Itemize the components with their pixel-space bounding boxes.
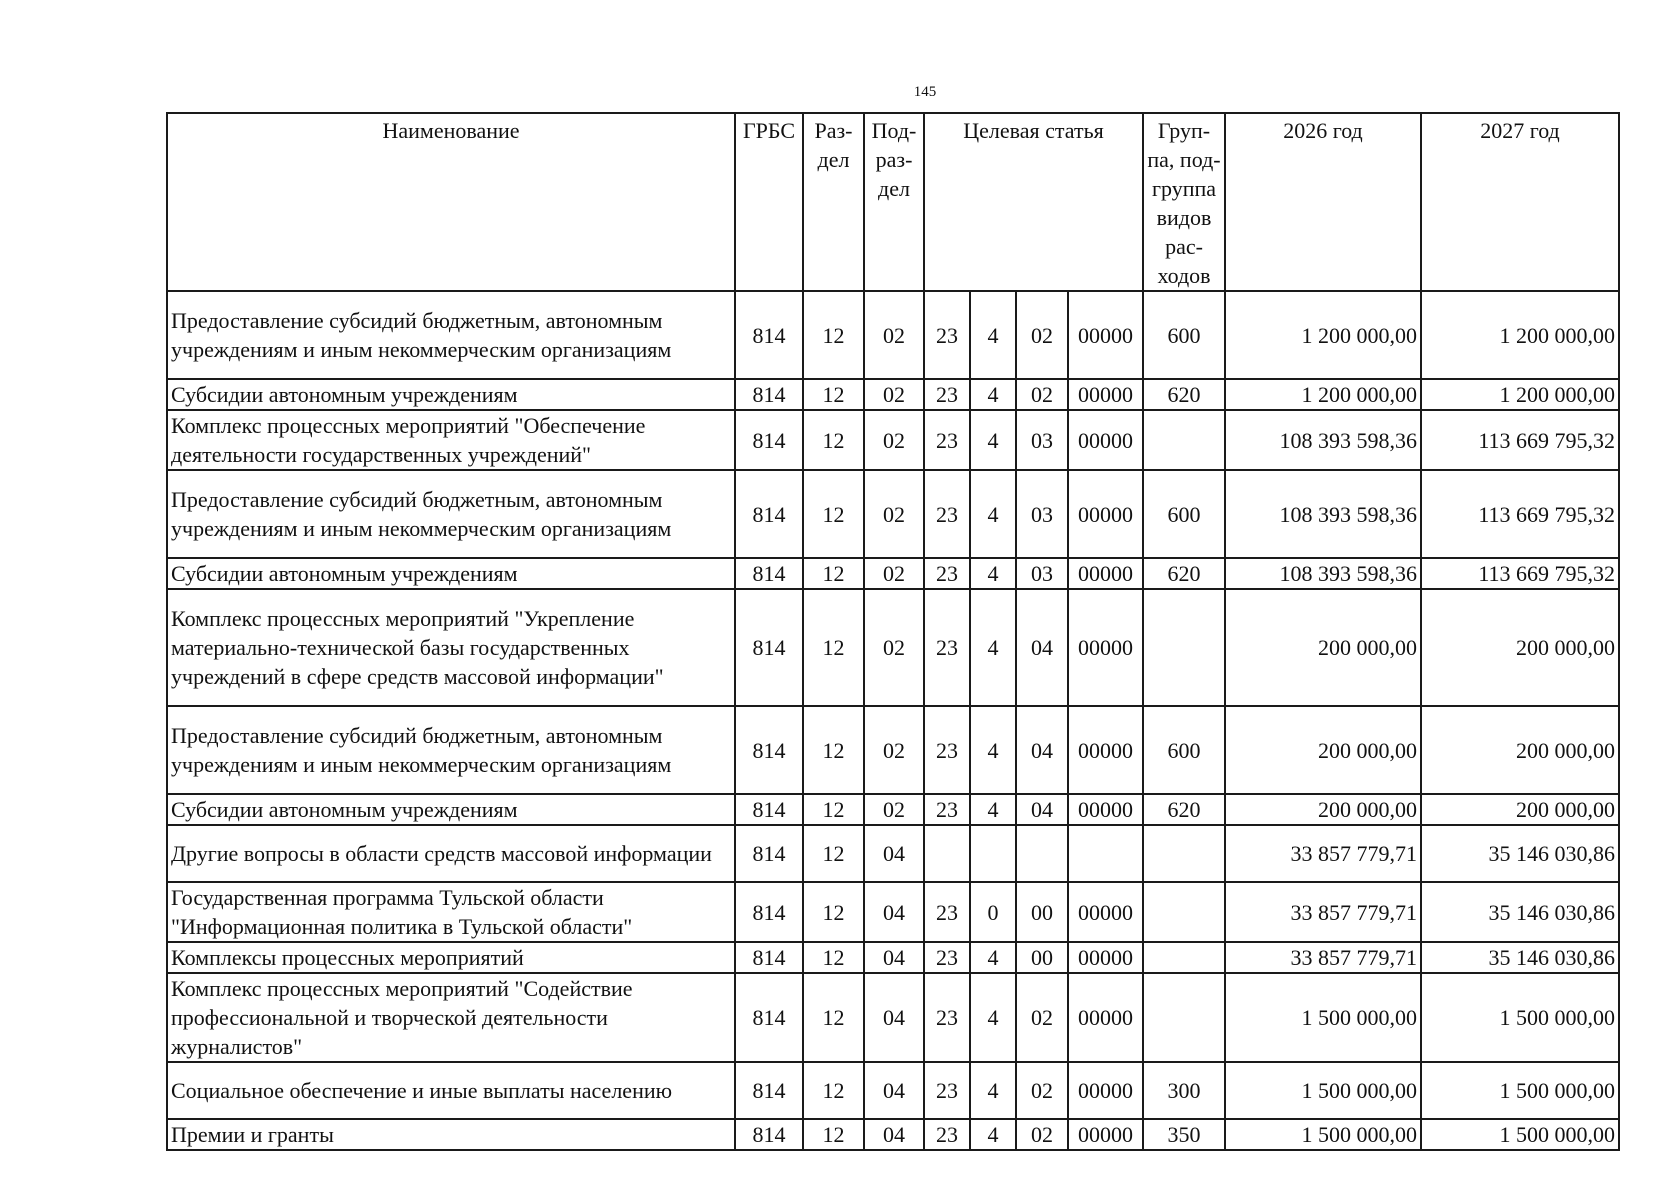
row-section: 12 (803, 706, 864, 794)
header-year-2027: 2027 год (1421, 113, 1619, 291)
row-name: Государственная программа Тульской области "Информационная политика в Тульской области" (167, 882, 735, 942)
budget-table (166, 112, 1620, 1151)
row-target-direction: 00000 (1068, 706, 1143, 794)
row-expense-group: 350 (1143, 1119, 1225, 1150)
row-subsection: 04 (864, 1119, 924, 1150)
row-target-type: 4 (970, 1062, 1016, 1119)
row-target-type: 4 (970, 794, 1016, 825)
table-row (167, 942, 1619, 973)
row-grbs: 814 (735, 942, 803, 973)
row-section: 12 (803, 973, 864, 1062)
row-name: Другие вопросы в области средств массовой информации (167, 825, 735, 882)
row-grbs: 814 (735, 1062, 803, 1119)
row-target-program: 23 (924, 706, 970, 794)
row-name: Комплекс процессных мероприятий "Содействие профессиональной и творческой деятельности журналистов" (167, 973, 735, 1062)
row-expense-group: 600 (1143, 470, 1225, 558)
table-row (167, 379, 1619, 410)
row-target-event: 04 (1016, 706, 1068, 794)
row-expense-group (1143, 882, 1225, 942)
row-section: 12 (803, 794, 864, 825)
row-section: 12 (803, 825, 864, 882)
row-expense-group: 620 (1143, 558, 1225, 589)
row-section: 12 (803, 589, 864, 706)
row-amount-2026: 200 000,00 (1225, 589, 1421, 706)
row-amount-2027: 1 200 000,00 (1421, 291, 1619, 379)
row-expense-group: 600 (1143, 291, 1225, 379)
row-grbs: 814 (735, 825, 803, 882)
table-row (167, 1119, 1619, 1150)
row-amount-2027: 35 146 030,86 (1421, 825, 1619, 882)
row-target-type: 4 (970, 942, 1016, 973)
row-amount-2026: 33 857 779,71 (1225, 825, 1421, 882)
header-year-2026: 2026 год (1225, 113, 1421, 291)
row-target-program: 23 (924, 882, 970, 942)
row-section: 12 (803, 558, 864, 589)
row-subsection: 02 (864, 410, 924, 470)
row-expense-group (1143, 942, 1225, 973)
row-amount-2026: 1 500 000,00 (1225, 1062, 1421, 1119)
row-amount-2027: 1 500 000,00 (1421, 1119, 1619, 1150)
row-target-type: 4 (970, 379, 1016, 410)
row-target-type: 4 (970, 973, 1016, 1062)
row-name: Предоставление субсидий бюджетным, автономным учреждениям и иным некоммерческим организациям (167, 470, 735, 558)
row-target-direction: 00000 (1068, 410, 1143, 470)
row-grbs: 814 (735, 379, 803, 410)
row-section: 12 (803, 291, 864, 379)
row-target-program: 23 (924, 558, 970, 589)
row-section: 12 (803, 1062, 864, 1119)
row-target-event: 02 (1016, 1119, 1068, 1150)
row-subsection: 04 (864, 825, 924, 882)
row-target-direction: 00000 (1068, 973, 1143, 1062)
page-number: 145 (913, 84, 937, 100)
row-amount-2027: 113 669 795,32 (1421, 470, 1619, 558)
row-subsection: 02 (864, 589, 924, 706)
table-row (167, 973, 1619, 1062)
row-amount-2027: 35 146 030,86 (1421, 942, 1619, 973)
row-target-type: 0 (970, 882, 1016, 942)
row-subsection: 02 (864, 794, 924, 825)
row-target-program: 23 (924, 589, 970, 706)
row-target-direction: 00000 (1068, 589, 1143, 706)
row-name: Комплексы процессных мероприятий (167, 942, 735, 973)
row-name: Социальное обеспечение и иные выплаты населению (167, 1062, 735, 1119)
table-body (167, 291, 1619, 1150)
row-target-program: 23 (924, 291, 970, 379)
row-expense-group: 620 (1143, 794, 1225, 825)
row-expense-group (1143, 410, 1225, 470)
row-subsection: 04 (864, 942, 924, 973)
row-section: 12 (803, 942, 864, 973)
row-name: Премии и гранты (167, 1119, 735, 1150)
row-name: Предоставление субсидий бюджетным, автономным учреждениям и иным некоммерческим организациям (167, 291, 735, 379)
table-row (167, 291, 1619, 379)
row-expense-group (1143, 825, 1225, 882)
row-target-event: 00 (1016, 942, 1068, 973)
row-target-direction: 00000 (1068, 942, 1143, 973)
row-amount-2026: 1 500 000,00 (1225, 973, 1421, 1062)
row-amount-2027: 1 500 000,00 (1421, 1062, 1619, 1119)
row-name: Комплекс процессных мероприятий "Укрепление материально-технической базы государственных учреждений в сфере средств массовой информации" (167, 589, 735, 706)
row-amount-2026: 33 857 779,71 (1225, 942, 1421, 973)
row-grbs: 814 (735, 291, 803, 379)
table-row (167, 410, 1619, 470)
row-subsection: 02 (864, 706, 924, 794)
row-expense-group (1143, 973, 1225, 1062)
row-grbs: 814 (735, 558, 803, 589)
table-row (167, 1062, 1619, 1119)
row-amount-2026: 1 200 000,00 (1225, 379, 1421, 410)
row-grbs: 814 (735, 882, 803, 942)
row-expense-group (1143, 589, 1225, 706)
row-grbs: 814 (735, 470, 803, 558)
row-section: 12 (803, 470, 864, 558)
row-grbs: 814 (735, 706, 803, 794)
row-target-direction: 00000 (1068, 1119, 1143, 1150)
row-target-program: 23 (924, 1119, 970, 1150)
row-target-program: 23 (924, 379, 970, 410)
row-subsection: 02 (864, 558, 924, 589)
row-expense-group: 300 (1143, 1062, 1225, 1119)
header-name: Наименование (167, 113, 735, 291)
table-row (167, 882, 1619, 942)
row-grbs: 814 (735, 1119, 803, 1150)
row-target-direction: 00000 (1068, 1062, 1143, 1119)
row-target-event: 03 (1016, 470, 1068, 558)
row-amount-2026: 1 500 000,00 (1225, 1119, 1421, 1150)
header-section: Раз-дел (803, 113, 864, 291)
table-row (167, 825, 1619, 882)
row-amount-2027: 35 146 030,86 (1421, 882, 1619, 942)
row-target-type: 4 (970, 410, 1016, 470)
row-amount-2027: 113 669 795,32 (1421, 410, 1619, 470)
row-target-event: 04 (1016, 589, 1068, 706)
table-row (167, 558, 1619, 589)
row-target-event: 00 (1016, 882, 1068, 942)
row-target-event: 04 (1016, 794, 1068, 825)
row-subsection: 04 (864, 973, 924, 1062)
table-row (167, 706, 1619, 794)
row-amount-2027: 1 500 000,00 (1421, 973, 1619, 1062)
row-amount-2027: 1 200 000,00 (1421, 379, 1619, 410)
row-target-program: 23 (924, 1062, 970, 1119)
row-grbs: 814 (735, 973, 803, 1062)
row-amount-2026: 200 000,00 (1225, 794, 1421, 825)
row-target-event: 03 (1016, 410, 1068, 470)
table-row (167, 470, 1619, 558)
row-section: 12 (803, 379, 864, 410)
row-target-event: 02 (1016, 291, 1068, 379)
row-target-direction: 00000 (1068, 379, 1143, 410)
row-target-program (924, 825, 970, 882)
row-target-direction: 00000 (1068, 291, 1143, 379)
row-target-program: 23 (924, 794, 970, 825)
row-section: 12 (803, 410, 864, 470)
row-target-program: 23 (924, 942, 970, 973)
row-target-program: 23 (924, 973, 970, 1062)
row-subsection: 04 (864, 882, 924, 942)
row-expense-group: 600 (1143, 706, 1225, 794)
row-grbs: 814 (735, 794, 803, 825)
row-target-event: 02 (1016, 973, 1068, 1062)
header-grbs: ГРБС (735, 113, 803, 291)
row-amount-2026: 1 200 000,00 (1225, 291, 1421, 379)
row-target-direction: 00000 (1068, 882, 1143, 942)
row-name: Субсидии автономным учреждениям (167, 558, 735, 589)
row-section: 12 (803, 1119, 864, 1150)
row-section: 12 (803, 882, 864, 942)
row-subsection: 02 (864, 291, 924, 379)
row-amount-2026: 108 393 598,36 (1225, 410, 1421, 470)
row-name: Предоставление субсидий бюджетным, автономным учреждениям и иным некоммерческим организациям (167, 706, 735, 794)
row-grbs: 814 (735, 410, 803, 470)
row-target-direction (1068, 825, 1143, 882)
row-name: Субсидии автономным учреждениям (167, 794, 735, 825)
header-target-article: Целевая статья (924, 113, 1143, 291)
row-amount-2026: 108 393 598,36 (1225, 558, 1421, 589)
header-subsection: Под-раз-дел (864, 113, 924, 291)
row-amount-2027: 200 000,00 (1421, 794, 1619, 825)
row-amount-2026: 33 857 779,71 (1225, 882, 1421, 942)
row-amount-2027: 113 669 795,32 (1421, 558, 1619, 589)
row-target-program: 23 (924, 470, 970, 558)
row-amount-2026: 108 393 598,36 (1225, 470, 1421, 558)
row-target-direction: 00000 (1068, 794, 1143, 825)
row-target-direction: 00000 (1068, 470, 1143, 558)
row-amount-2027: 200 000,00 (1421, 706, 1619, 794)
row-target-type: 4 (970, 706, 1016, 794)
row-target-type: 4 (970, 558, 1016, 589)
row-name: Субсидии автономным учреждениям (167, 379, 735, 410)
row-amount-2027: 200 000,00 (1421, 589, 1619, 706)
row-target-type (970, 825, 1016, 882)
row-target-event (1016, 825, 1068, 882)
row-target-program: 23 (924, 410, 970, 470)
table-row (167, 589, 1619, 706)
table-row (167, 794, 1619, 825)
row-subsection: 02 (864, 379, 924, 410)
row-target-direction: 00000 (1068, 558, 1143, 589)
header-row (167, 113, 1619, 291)
row-grbs: 814 (735, 589, 803, 706)
row-target-event: 02 (1016, 1062, 1068, 1119)
row-target-type: 4 (970, 470, 1016, 558)
row-name: Комплекс процессных мероприятий "Обеспечение деятельности государственных учреждений" (167, 410, 735, 470)
row-expense-group: 620 (1143, 379, 1225, 410)
row-subsection: 04 (864, 1062, 924, 1119)
row-target-type: 4 (970, 589, 1016, 706)
row-target-type: 4 (970, 291, 1016, 379)
row-target-event: 02 (1016, 379, 1068, 410)
row-amount-2026: 200 000,00 (1225, 706, 1421, 794)
header-expense-group: Груп-па, под-группа видов рас-ходов (1143, 113, 1225, 291)
row-target-type: 4 (970, 1119, 1016, 1150)
row-target-event: 03 (1016, 558, 1068, 589)
row-subsection: 02 (864, 470, 924, 558)
